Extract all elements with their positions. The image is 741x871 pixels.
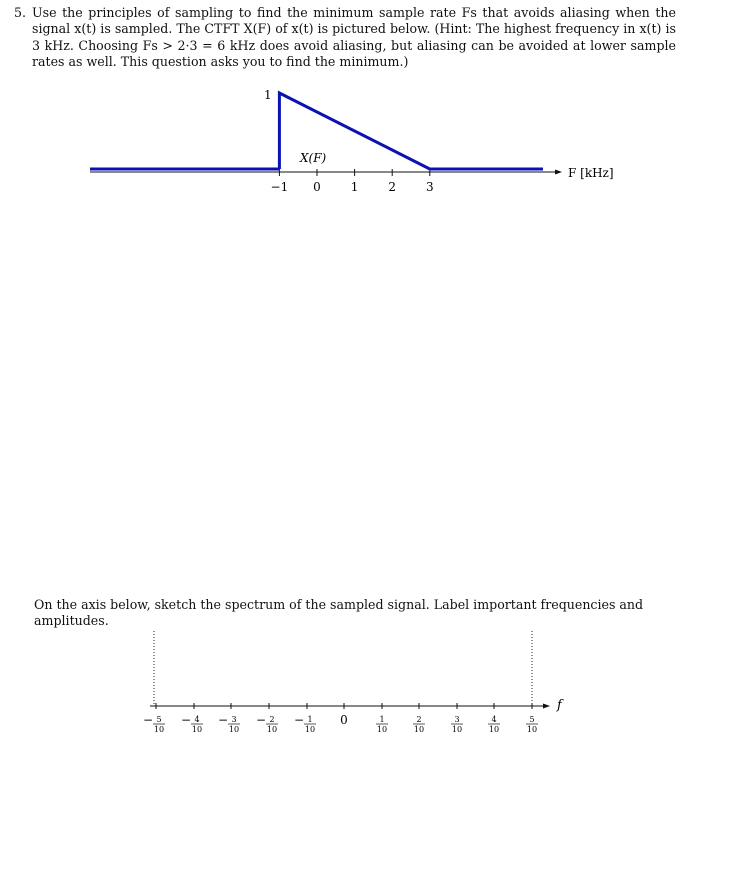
spectrum-tick-label: 1: [350, 180, 359, 194]
sketch-tick-numerator: 5: [156, 715, 162, 724]
spectrum-tick-label: −1: [270, 180, 289, 194]
sketch-ticks: [143, 703, 538, 734]
sketch-tick-sign: −: [293, 713, 305, 727]
sketch-tick-denominator: 10: [191, 725, 203, 734]
sketch-axis-label: f: [557, 698, 562, 713]
sketch-tick-numerator: 2: [416, 715, 422, 724]
spectrum-axis-label: F [kHz]: [568, 166, 614, 180]
sketch-tick-numerator: 3: [231, 715, 237, 724]
sketch-tick-sign: −: [255, 713, 267, 727]
spectrum-tick-label: 0: [313, 180, 321, 194]
sketch-tick-numerator: 1: [307, 715, 313, 724]
sketch-tick-sign: −: [142, 713, 154, 727]
sketch-tick-zero-label: 0: [340, 713, 348, 727]
sketch-tick-numerator: 2: [269, 715, 275, 724]
sketch-tick-denominator: 10: [413, 725, 425, 734]
sketch-tick-sign: −: [217, 713, 229, 727]
spectrum-function-label: X(F): [300, 151, 327, 165]
sketch-tick-sign: −: [180, 713, 192, 727]
sketch-tick-denominator: 10: [228, 725, 240, 734]
sketch-tick-numerator: 5: [529, 715, 535, 724]
sketch-tick-numerator: 4: [194, 715, 200, 724]
spectrum-tick-label: 3: [425, 180, 434, 194]
sketch-tick-numerator: 4: [491, 715, 497, 724]
sketch-tick-numerator: 1: [379, 715, 385, 724]
sketch-instruction: On the axis below, sketch the spectrum of the sampled signal. Label important frequencies and amplitudes.: [34, 597, 644, 628]
spectrum-tick-label: 2: [388, 180, 397, 194]
sketch-tick-denominator: 10: [153, 725, 165, 734]
problem-text: Use the principles of sampling to find the minimum sample rate Fs that avoids aliasing when the signal x(t) is sampled. The CTFT X(F) of x(t) is pictured below. (Hint: The highest frequency in x(t) is 3 kHz. Choosing Fs > 2·3 = 6 kHz does avoid aliasing, but aliasing can be avoided at lower sample rates as well. This question asks you to find the minimum.): [32, 5, 676, 70]
sketch-axis-arrowhead: [543, 704, 550, 709]
sketch-tick-denominator: 10: [526, 725, 538, 734]
sketch-tick-denominator: 10: [304, 725, 316, 734]
sketch-tick-denominator: 10: [376, 725, 388, 734]
sketch-tick-denominator: 10: [488, 725, 500, 734]
spectrum-peak-label: 1: [264, 88, 272, 102]
sketch-tick-denominator: 10: [451, 725, 463, 734]
sketch-tick-denominator: 10: [266, 725, 278, 734]
problem-number: 5.: [14, 5, 27, 20]
sketch-tick-numerator: 3: [454, 715, 460, 724]
